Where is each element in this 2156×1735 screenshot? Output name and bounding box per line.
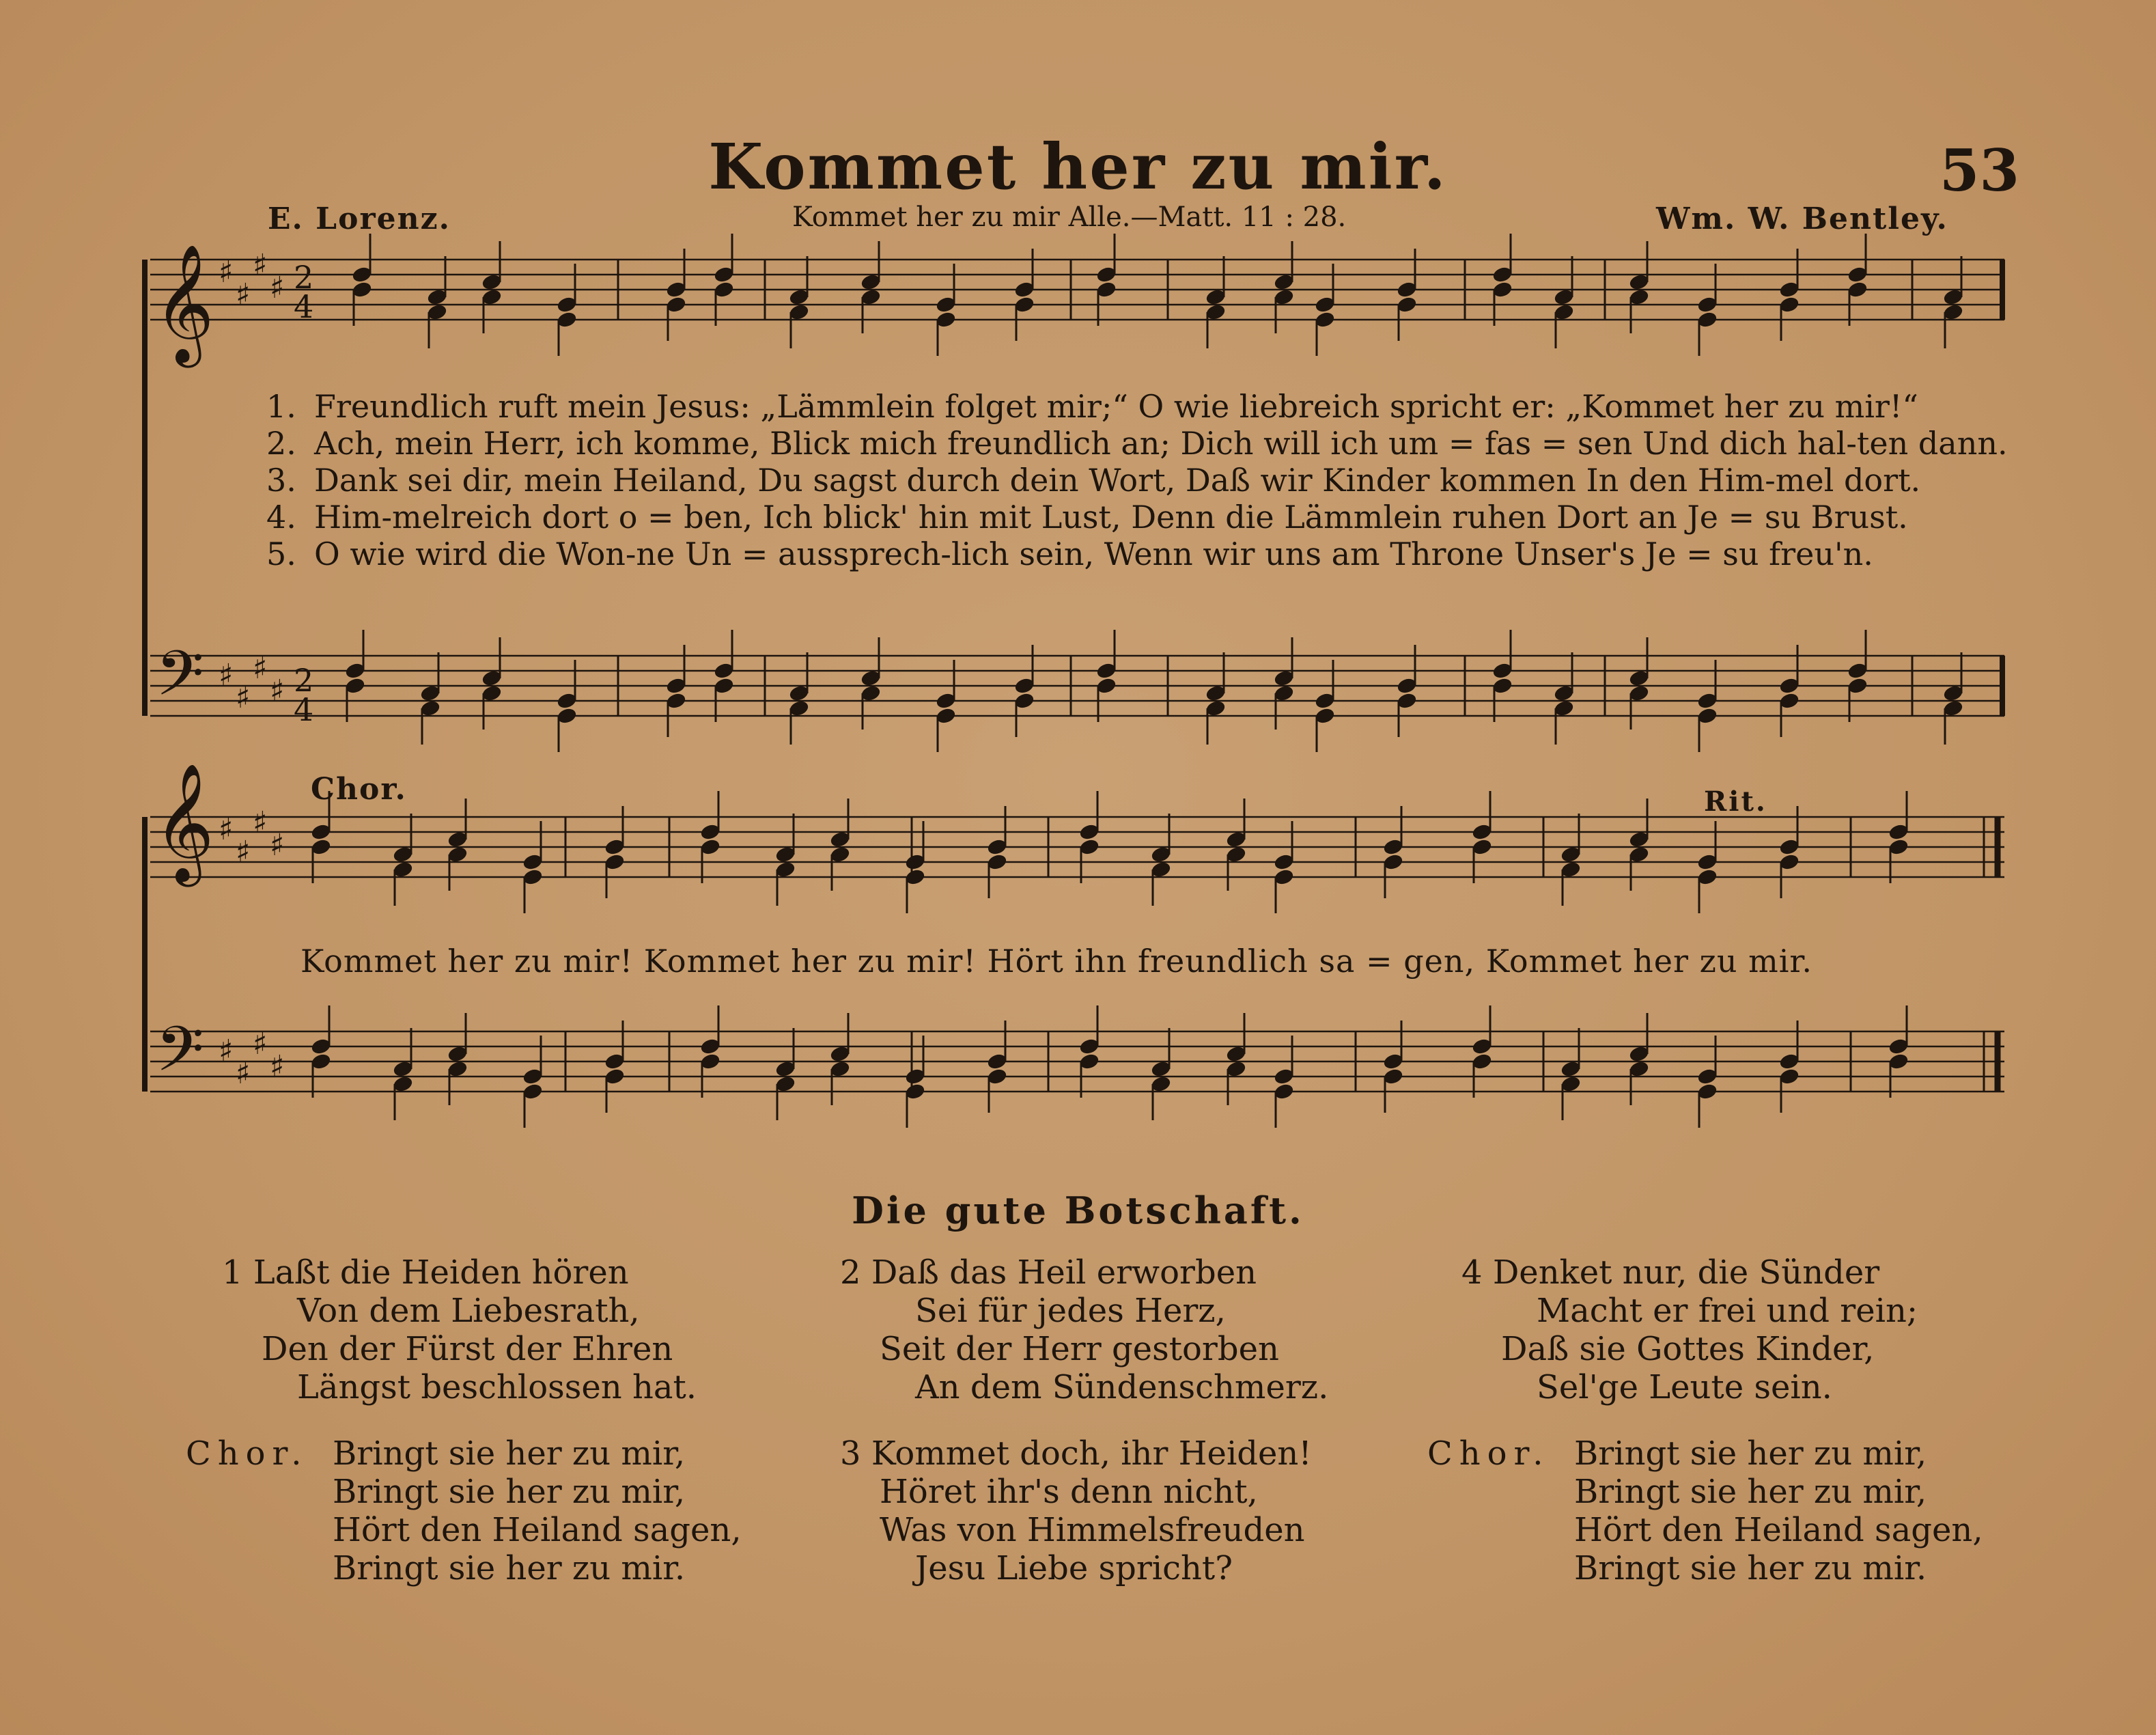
sharp-icon: ♯ <box>219 255 234 290</box>
sharp-icon: ♯ <box>236 277 251 312</box>
sharp-icon: ♯ <box>270 828 285 863</box>
verse-line-4: 4. Him-melreich dort o = ben, Ich blick' hin mit Lust, Denn die Lämmlein ruhen Dort an Je = su Brust. <box>266 499 1908 536</box>
hymn2-title: Die gute Botschaft. <box>852 1189 1304 1232</box>
hymnal-page: Kommet her zu mir. 53 E. Lorenz. Kommet her zu mir Alle.—Matt. 11 : 28. Wm. W. Bentley. 𝄞 𝄞 𝄢 𝄢 ♯ ♯ ♯ ♯ ♯ ♯ ♯ ♯ ♯ ♯ ♯ ♯ ♯ ♯ ♯ ♯ 2 4 2 4 1. Freundlich ruft mein Jesus: „Lämmlein folget mir;“ O wie liebreich spricht er: „Kommet her zu mir!“ 2. Ach, mein Herr, ich komme, Blick mich freundlich an; Dich will ich um = fas = sen Und dich hal-ten dann. 3. Dank sei dir, mein Heiland, Du sagst durch dein Wort, Daß wir Kinder kommen In den Him-mel dort. 4. Him-melreich dort o = ben, Ich blick' hin mit Lust, Denn die Lämmlein ruhen Dort an Je = su Brust. 5. O wie wird die Won-ne Un = aussprech-lich sein, Wenn wir uns am Throne Unser's Je = su freu'n. Chor. Rit. Kommet her zu mir! Kommet her zu mir! Hört ihn freundlich sa = gen, Kommet her zu mir. Die gute Botschaft. 1 Laßt die Heiden hören Von dem Liebesrath, Den der Fürst der Ehren Längst beschlossen hat. Chor. Bringt sie her zu mir, Bringt sie her zu mir, Hört den Heiland sagen, Bringt sie her zu mir. 2 Daß das Heil erworben Sei für jedes Herz, Seit der Herr gestorben An dem Sündenschmerz. 3 Kommet doch, ihr Heiden! Höret ihr's denn nicht, Was von Himmelsfreuden Jesu Liebe spricht? 4 Denket nur, die Sünder Macht er frei und rein; Daß sie Gottes Kinder, Sel'ge Leute sein. Chor. Bringt sie her zu mir, Bringt sie her zu mir, Hört den Heiland sagen, Bringt sie her zu mir. <box>0 0 2156 1735</box>
sharp-icon: ♯ <box>253 248 268 283</box>
chorus-label: Chor. <box>1427 1434 1550 1473</box>
sharp-icon: ♯ <box>219 658 234 693</box>
sharp-icon: ♯ <box>236 1056 251 1091</box>
stanza-number: 3 <box>840 1434 861 1473</box>
verse-line-3: 3. Dank sei dir, mein Heiland, Du sagst durch dein Wort, Daß wir Kinder kommen In den Him-mel dort. <box>266 462 1921 499</box>
time-signature-bottom: 4 <box>294 288 314 325</box>
bass-time-signature-top: 2 <box>294 662 314 699</box>
sharp-icon: ♯ <box>270 1049 285 1084</box>
chorus-lyric: Kommet her zu mir! Kommet her zu mir! Hört ihn freundlich sa = gen, Kommet her zu mir. <box>300 943 1812 980</box>
stanza-number: 2 <box>840 1253 861 1292</box>
sharp-icon: ♯ <box>270 270 285 305</box>
verse-line-5: 5. O wie wird die Won-ne Un = aussprech-lich sein, Wenn wir uns am Throne Unser's Je = su freu'n. <box>266 536 1873 572</box>
treble-clef-icon: 𝄞 <box>154 763 214 882</box>
sharp-icon: ♯ <box>270 674 285 708</box>
page-number: 53 <box>1940 137 2019 204</box>
verse-line-2: 2. Ach, mein Herr, ich komme, Blick mich freundlich an; Dich will ich um = fas = sen Und dich hal-ten dann. <box>266 425 2008 462</box>
hymn-title: Kommet her zu mir. <box>708 130 1448 204</box>
chorus-label: Chor. <box>186 1434 309 1473</box>
sharp-icon: ♯ <box>236 680 251 715</box>
ritardando-mark: Rit. <box>1704 786 1767 818</box>
stanza-number: 1 <box>222 1253 243 1292</box>
chorus-label: Chor. <box>311 772 407 807</box>
lyricist-credit: E. Lorenz. <box>268 202 451 236</box>
verse-line-1: 1. Freundlich ruft mein Jesus: „Lämmlein folget mir;“ O wie liebreich spricht er: „Kommet her zu mir!“ <box>266 388 1918 425</box>
sharp-icon: ♯ <box>253 1027 268 1061</box>
stanza-number: 4 <box>1461 1253 1483 1292</box>
treble-clef-icon: 𝄞 <box>154 244 214 363</box>
time-signature-top: 2 <box>294 259 314 296</box>
sharp-icon: ♯ <box>236 835 251 870</box>
scripture-subtitle: Kommet her zu mir Alle.—Matt. 11 : 28. <box>792 202 1347 233</box>
bass-clef-icon: 𝄢 <box>156 637 204 725</box>
composer-credit: Wm. W. Bentley. <box>1656 202 1948 236</box>
stanza-4: 4 Denket nur, die Sünder Macht er frei und rein; Daß sie Gottes Kinder, Sel'ge Leute sein. <box>1461 1253 1918 1406</box>
sharp-icon: ♯ <box>219 812 234 847</box>
bass-time-signature-bottom: 4 <box>294 691 314 728</box>
stanza-1: 1 Laßt die Heiden hören Von dem Liebesrath, Den der Fürst der Ehren Längst beschlossen hat. <box>222 1253 697 1406</box>
sharp-icon: ♯ <box>219 1033 234 1068</box>
sharp-icon: ♯ <box>253 651 268 686</box>
bass-clef-icon: 𝄢 <box>156 1013 204 1100</box>
sharp-icon: ♯ <box>253 805 268 840</box>
stanza-3: 3 Kommet doch, ihr Heiden! Höret ihr's denn nicht, Was von Himmelsfreuden Jesu Liebe spricht? <box>840 1434 1312 1587</box>
stanza-2: 2 Daß das Heil erworben Sei für jedes Herz, Seit der Herr gestorben An dem Sündenschmerz. <box>840 1253 1329 1406</box>
